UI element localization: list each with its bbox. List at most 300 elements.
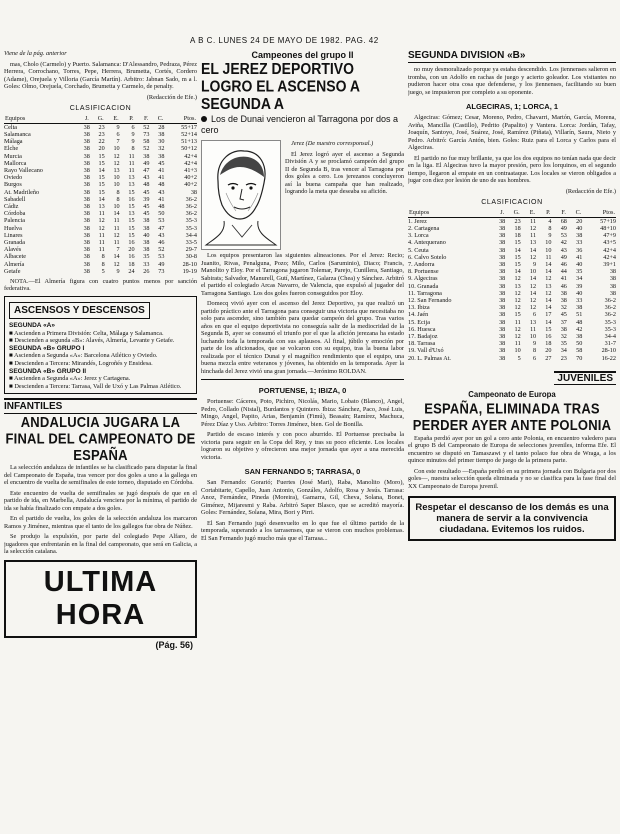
stat-cell: 6 [131,123,135,131]
stat-cell: 36-2 [604,311,616,319]
stat-cell: 15 [514,311,521,319]
table-row [4,232,197,239]
stat-cell: 14 [113,210,120,218]
stat-cell: 14 [529,275,537,283]
story-headline: EL JEREZ DEPORTIVO LOGRO EL ASCENSO A SEGUNDA A [201,59,360,113]
stat-cell: 38 [499,340,506,348]
table-row [408,326,616,333]
stat-cell: 49 [158,260,165,268]
stat-cell: 73 [143,130,150,138]
stat-cell: 38 [83,210,90,218]
stat-cell: 32 [560,304,567,312]
stat-cell: 9 [116,267,120,275]
stat-cell: 17 [545,311,552,319]
stat-cell: 45 [143,202,150,210]
section-label-juveniles-text: JUVENILES [554,371,616,385]
stat-cell: 8 [101,253,105,261]
stat-cell: 38 [190,188,197,196]
credit: (Redacción de Efe.) [565,187,616,195]
stat-cell: 10 [113,174,120,182]
promotion-group-label: SEGUNDA «A» [9,321,55,329]
stat-cell: 11 [514,318,521,326]
stat-cell: 11 [98,246,105,254]
stat-cell: 29-7 [185,246,197,254]
table-row [4,225,197,232]
divider [201,379,404,380]
team-name-cell: Córdoba [4,210,26,218]
table-header-cell: Ptos. [582,208,616,218]
stat-cell: 30-8 [185,253,197,261]
table-header-cell: P. [536,208,551,218]
stat-cell: 13 [98,202,105,210]
stat-cell: 12 [529,296,537,304]
stat-cell: 55+17 [181,123,197,131]
stat-cell: 38 [609,268,616,276]
promotion-group-label: SEGUNDA «B» GRUPO II [9,367,87,375]
promotion-line [9,322,192,330]
stat-cell: 50+12 [181,145,197,153]
stat-cell: 38 [158,152,165,160]
stat-cell: 41 [560,275,567,283]
stat-cell: 28-10 [601,347,616,355]
stat-cell: 14 [98,195,105,203]
stat-cell: 35-3 [604,318,616,326]
stat-cell: 38 [499,296,506,304]
stat-cell: 16 [128,253,135,261]
stat-cell: 41+3 [184,166,197,174]
stat-cell: 12 [545,289,552,297]
stat-cell: 23 [98,123,105,131]
table-header-cell: P. [120,114,135,124]
stat-cell: 38 [499,239,506,247]
promotions-box-title: ASCENSOS Y DESCENSOS [9,302,150,319]
table-row [408,232,616,239]
stat-cell: 38 [83,123,90,131]
table-header-cell: Equipos [4,114,75,124]
stat-cell: 12 [529,304,537,312]
stat-cell: 9 [116,123,120,131]
stat-cell: 12 [113,260,120,268]
promotion-line [9,383,192,391]
stat-cell: 43 [158,188,165,196]
stat-cell: 11 [98,231,105,239]
stat-cell: 32 [158,145,165,153]
stat-cell: 38 [499,318,506,326]
stat-cell: 38 [499,282,506,290]
stat-cell: 4 [548,217,552,225]
stat-cell: 47+9 [603,232,616,240]
team-name-cell: Elche [4,145,19,153]
stat-cell: 38 [499,232,506,240]
stat-cell: 40+2 [184,174,197,182]
stat-cell: 43 [143,174,150,182]
stat-cell: 38 [83,202,90,210]
table-row [4,246,197,253]
stat-cell: 53 [560,232,567,240]
team-name-cell: 3. Lorca [408,232,429,240]
stat-cell: 46 [560,282,567,290]
table-row [408,239,616,246]
stat-cell: 34 [576,275,583,283]
credit: (Redacción de Efe.) [146,93,197,101]
classification-title: CLASIFICACION [481,198,543,206]
promotions-list [9,322,192,390]
stat-cell: 52 [158,246,165,254]
stat-cell: 13 [545,282,552,290]
stat-cell: 73 [158,267,165,275]
table-row [408,355,616,362]
stat-cell: 46 [560,260,567,268]
promotion-line [9,368,192,376]
stat-cell: 38 [499,268,506,276]
table-row [408,290,616,297]
stat-cell: 32 [560,332,567,340]
stat-cell: 6 [532,354,537,362]
stat-cell: 12 [514,332,521,340]
table-row [4,210,197,217]
team-name-cell: Almería [4,260,25,268]
table-row [408,283,616,290]
stat-cell: 14 [113,253,120,261]
stat-cell: 8 [548,224,552,232]
stat-cell: 38 [499,253,506,261]
stat-cell: 11 [98,238,105,246]
stat-cell: 38 [499,332,506,340]
table-row [408,311,616,318]
stat-cell: 38 [83,188,90,196]
stat-cell: 12 [529,224,537,232]
stat-cell: 49 [143,159,150,167]
stat-cell: 14 [514,246,521,254]
team-name-cell: 10. Granada [408,282,439,290]
stat-cell: 43 [158,231,165,239]
table-row [408,217,616,225]
stat-cell: 35-3 [185,217,197,225]
stat-cell: 18 [545,340,552,348]
team-name-cell: Cádiz [4,202,19,210]
team-name-cell: 11. Tarragona [408,289,442,297]
stat-cell: 58 [576,347,583,355]
stat-cell: 45 [560,311,567,319]
infantiles-headline: ANDALUCIA JUGARA LA FINAL DEL CAMPEONATO DE ESPAÑA [5,414,196,464]
stat-cell: 33-5 [185,238,197,246]
team-name-cell: 7. Andorra [408,260,435,268]
promotion-line-text: ■ Descienden a segunda «B»: Alavés, Almería, Levante y Getafe. [9,337,175,345]
stat-cell: 51+13 [181,138,197,146]
ultima-hora-banner: ULTIMA HORA [4,560,197,638]
stat-cell: 11 [530,325,537,333]
stat-cell: 15 [98,159,105,167]
table-row [4,138,197,145]
team-name-cell: Burgos [4,181,22,189]
stat-cell: 10 [514,347,521,355]
table-header-cell: J. [75,114,90,124]
promotion-line-text: ■ Descienden a Tercera: Mirandés, Logroñés y Ensidesa. [9,359,153,367]
stat-cell: 38 [143,224,150,232]
stat-cell: 16 [128,238,135,246]
stat-cell: 18 [514,224,521,232]
table-header-cell: Ptos. [164,114,197,124]
stat-cell: 38 [83,130,90,138]
stat-cell: 11 [113,238,120,246]
stat-cell: 42+4 [603,253,616,261]
table-row [4,153,197,160]
stat-cell: 14 [545,296,552,304]
team-name-cell: Getafe [4,267,21,275]
team-name-cell: 6. Calvo Sotelo [408,253,447,261]
section-label-infantiles: INFANTILES [4,398,197,414]
table-row [4,181,197,188]
stat-cell: 42+4 [603,246,616,254]
stat-cell: 14 [545,318,552,326]
stat-cell: 39 [576,282,583,290]
story-kicker: Campeones del grupo II [251,50,354,60]
team-name-cell: Rayo Vallecano [4,166,43,174]
stat-cell: 40 [576,260,583,268]
classification-title: CLASIFICACION [69,104,132,112]
stat-cell: 70 [576,354,583,362]
stat-cell: 15 [98,188,105,196]
stat-cell: 47 [143,166,150,174]
stat-cell: 38 [560,296,567,304]
stat-cell: 6 [532,311,537,319]
stat-cell: 13 [128,181,135,189]
team-name-cell: 8. Portuense [408,268,439,276]
stat-cell: 23 [560,354,567,362]
column-left [4,50,197,832]
infantiles-paragraph: En el partido de vuelta, los goles de la selección andaluza los marcaron Ramos y Jiménez, mientras que el tanto de los gallegos fue obra de Núñez. [4,515,197,530]
stat-cell: 35-3 [604,325,616,333]
stat-cell: 38 [83,195,90,203]
table-row [4,131,197,138]
stat-cell: 13 [514,282,521,290]
table-row [408,304,616,311]
team-name-cell: Sabadell [4,195,26,203]
stat-cell: 7 [116,246,120,254]
team-name-cell: Málaga [4,138,23,146]
table-header-cell: E. [521,208,536,218]
stat-cell: 40+2 [184,181,197,189]
stat-cell: 39+1 [603,260,616,268]
stat-cell: 46 [158,238,165,246]
match-headline: ALGECIRAS, 1; LORCA, 1 [465,102,559,111]
stat-cell: 16 [128,195,135,203]
stat-cell: 24 [128,267,135,275]
section-title: SEGUNDA DIVISION «B» [408,50,616,63]
team-name-cell: Granada [4,238,25,246]
stat-cell: 16-22 [601,354,616,362]
stat-cell: 48 [143,181,150,189]
stat-cell: 14 [545,268,552,276]
stat-cell: 15 [545,325,552,333]
stat-cell: 38 [576,304,583,312]
team-name-cell: Salamanca [4,130,31,138]
stat-cell: 28-10 [182,260,197,268]
stat-cell: 41 [576,253,583,261]
stat-cell: 38 [83,217,90,225]
team-name-cell: 5. Ceuta [408,246,429,254]
classification-table [4,114,197,275]
stat-cell: 38 [576,232,583,240]
stat-cell: 13 [529,318,537,326]
stat-cell: 11 [128,159,135,167]
team-name-cell: Celta [4,123,18,131]
stat-cell: 34 [560,347,567,355]
infantiles-paragraph: Este encuentro de vuelta de semifinales se jugó después de que en el partido de ida, en Marbella, Andalucía venciera por la mínima, el partido de ida se había finalizado con empate a dos goles. [4,489,197,512]
stat-cell: 12 [545,275,552,283]
note: NOTA.—El Almería figura con cuatro puntos menos por sanción federativa. [4,277,197,293]
stat-cell: 44 [560,268,567,276]
stat-cell: 38 [83,138,90,146]
table-body [4,123,197,275]
stat-cell: 38 [83,260,90,268]
team-name-cell: 2. Cartagena [408,224,440,232]
stat-cell: 38 [499,304,506,312]
table-row [408,254,616,261]
stat-cell: 33 [576,296,583,304]
stat-cell: 38 [143,152,150,160]
stat-cell: 14 [545,304,552,312]
stat-cell: 8 [532,347,537,355]
stat-cell: 10 [113,202,120,210]
stat-cell: 13 [128,210,135,218]
table-header-cell: G. [505,208,520,218]
stat-cell: 36-2 [185,210,197,218]
stat-cell: 41 [158,174,165,182]
stat-cell: 35 [143,253,150,261]
stat-cell: 13 [529,239,537,247]
stat-cell: 58 [143,138,150,146]
stat-cell: 15 [514,239,521,247]
stat-cell: 38 [499,311,506,319]
team-name-cell: Palencia [4,217,25,225]
team-name-cell: Huelva [4,224,22,232]
team-name-cell: 19. Vall d'Uxó [408,347,444,355]
stat-cell: 37 [560,318,567,326]
team-name-cell: Albacete [4,253,26,261]
stat-cell: 14 [514,268,521,276]
stat-cell: 38 [83,159,90,167]
stat-cell: 41 [158,166,165,174]
stat-cell: 12 [529,282,537,290]
infantiles-paragraph: La selección andaluza de infantiles se ha clasificado para disputar la final del Campeonato de España, tras vencer por dos goles a uno a la gallega en el encuentro de vuelta de semifinales de este torneo, disputado en Córdoba. [4,464,197,487]
stat-cell: 27 [545,354,552,362]
stat-cell: 22 [98,138,105,146]
stat-cell: 38 [499,246,506,254]
stat-cell: 23 [514,217,521,225]
table-row [408,268,616,275]
stat-cell: 38 [499,260,506,268]
stat-cell: 11 [530,232,537,240]
stat-cell: 38 [83,224,90,232]
stat-cell: 28 [158,123,165,131]
stat-cell: 6 [116,130,120,138]
stat-cell: 10 [545,246,552,254]
stat-cell: 20 [576,217,583,225]
team-name-cell: 1. Jerez [408,217,427,225]
stat-cell: 38 [83,267,90,275]
stat-cell: 36-2 [604,304,616,312]
stat-cell: 12 [529,253,537,261]
juveniles-paragraph: España perdió ayer por un gol a cero ante Polonia, en encuentro valedero para el grupo B del Campeonato de Europa de selecciones juveniles, informa Efe. El encuentro se disputó en Tamaszawi y el tanto polaco fue obra de Wraga, a los quince minutos del primer tiempo de juego de la primera parte. [408,434,616,465]
stat-cell: 38 [143,238,150,246]
stat-cell: 15 [128,231,135,239]
column-right [408,50,616,832]
stat-cell: 38 [499,347,506,355]
stat-cell: 36-2 [185,195,197,203]
promotion-line-text: ■ Ascienden a Primera División: Celta, Málaga y Salamanca. [9,329,164,337]
stat-cell: 36 [576,246,583,254]
stat-cell: 15 [128,217,135,225]
stat-cell: 15 [98,152,105,160]
promotion-line [9,337,192,345]
story-paragraph: Domecq vivió ayer con el ascenso del Jerez Deportivo, ya que realizó un partido práctico ante el Tarragona para conseguir una victoria que necesitaba no solo para ascender, sino también para quedar campeón del grupo. Tras varios años en que el equipo deportivista no conseguía salir de la mediocridad de la Segunda B, ayer se consumó el triunfo por el que la afición jerezana ha estado luchando toda la temporada con sus aplausos. Al final, júbilo y emoción por parte de los aficionados, que se volcaron con su equipo, tras la buena labor realizada por el técnico Dunai y el magnífico rendimiento que el equipo, una buena mezcla entre veteranos y jóvenes, ha obtenido en la temporada. Ayer la hinchada del Jerez vivió una gran jornada.—Jerónimo ROLDAN. [201,300,404,375]
stat-cell: 49 [560,253,567,261]
stat-cell: 15 [514,253,521,261]
table-row [4,203,197,210]
stat-cell: 12 [113,152,120,160]
table-row [4,196,197,203]
stat-cell: 38 [499,289,506,297]
stat-cell: 33 [576,239,583,247]
table-header-cell: J. [490,208,505,218]
stat-cell: 40 [576,224,583,232]
classification-table [408,208,616,362]
table-row [4,268,197,275]
stat-cell: 49 [560,224,567,232]
stat-cell: 38 [83,152,90,160]
stat-cell: 12 [113,231,120,239]
promotion-line [9,345,192,353]
stat-cell: 38 [83,231,90,239]
stat-cell: 38 [560,289,567,297]
table-row [4,261,197,268]
stat-cell: 34-4 [604,332,616,340]
stat-cell: 10 [529,268,537,276]
promotion-line-text: ■ Descienden a Tercera: Tarrasa, Vall de Uxó y Las Palmas Atlético. [9,382,182,390]
stat-cell: 23 [98,130,105,138]
stat-cell: 11 [98,210,105,218]
stat-cell: 8 [131,145,135,153]
stat-cell: 50 [576,340,583,348]
stat-cell: 11 [128,166,135,174]
stat-cell: 8 [116,188,120,196]
stat-cell: 15 [514,260,521,268]
ultima-hora-page-ref: (Pág. 56) [155,639,193,650]
juveniles-paragraph: Con este resultado —España perdió en su primera jornada con Bulgaria por dos goles—, nuestra selección queda eliminada y no se clasifica para la fase final del XX Campeonato de Europa juvenil. [408,467,616,490]
stat-cell: 43 [560,246,567,254]
stat-cell: 5 [101,267,105,275]
stat-cell: 38 [499,217,506,225]
stat-cell: 14 [529,289,537,297]
stat-cell: 10 [113,181,120,189]
stat-cell: 42+4 [184,152,197,160]
stat-cell: 12 [514,325,521,333]
stat-cell: 12 [514,304,521,312]
stat-cell: 53 [158,217,165,225]
stat-cell: 10 [545,239,552,247]
stat-cell: 48 [158,181,165,189]
stat-cell: 45 [143,210,150,218]
stat-cell: 42 [560,239,567,247]
table-header-row [408,208,616,218]
stat-cell: 16 [545,332,552,340]
stat-cell: 14 [529,246,537,254]
stat-cell: 12 [514,289,521,297]
stat-cell: 38 [83,174,90,182]
juveniles-kicker: Campeonato de Europa [468,389,556,399]
stat-cell: 38 [158,130,165,138]
